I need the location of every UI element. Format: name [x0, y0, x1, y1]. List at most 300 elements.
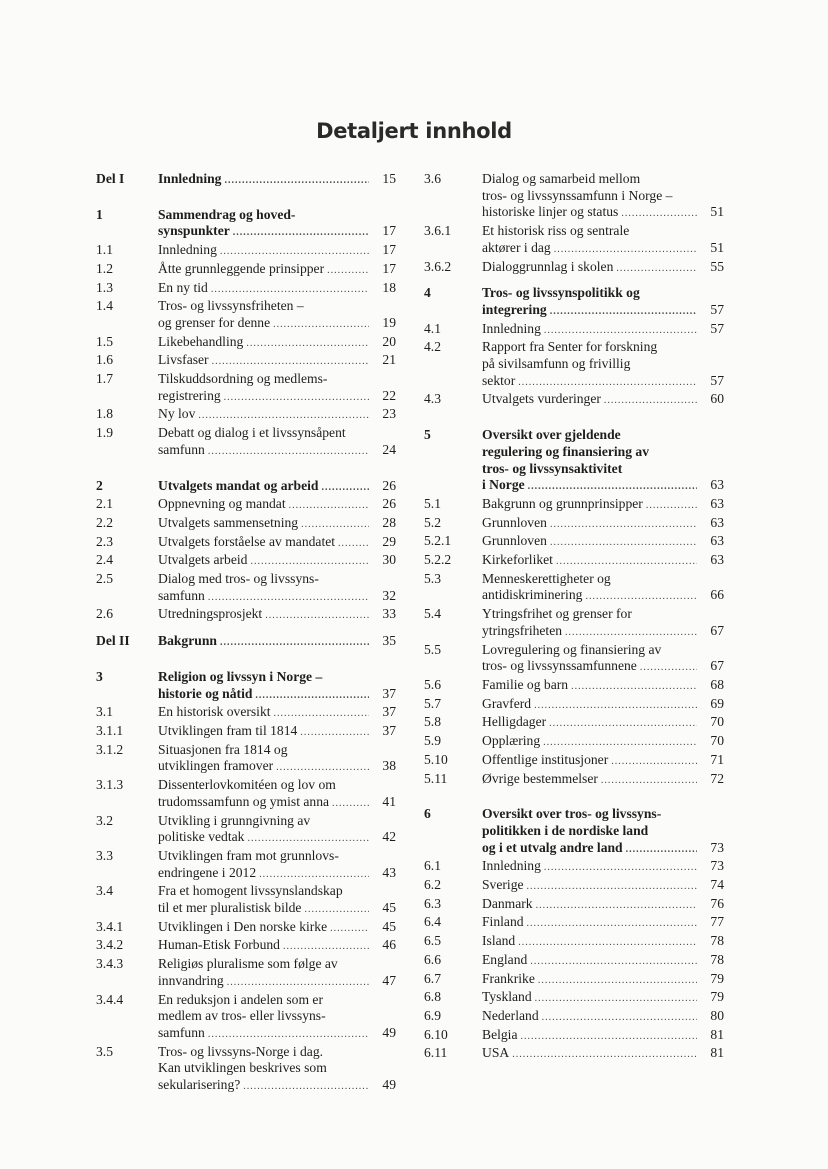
dot-leader: [518, 375, 697, 392]
toc-entry-title: Situasjonen fra 1814 og utviklingen framover ..... 38: [158, 742, 396, 777]
toc-entry-title: En ny tid ..... 18: [158, 280, 396, 299]
toc-entry-title: Innledning ..... 57: [482, 321, 724, 340]
dot-leader: [301, 517, 369, 534]
dot-leader: [273, 317, 369, 334]
toc-entry-page: 71: [710, 751, 724, 767]
dot-leader: [538, 973, 697, 990]
toc-entry[interactable]: [96, 171, 396, 190]
toc-entry-title: Likebehandling ..... 20: [158, 334, 396, 353]
toc-entry-page: 57: [710, 320, 724, 336]
toc-entry-title: Utvalgets arbeid ..... 30: [158, 552, 396, 571]
toc-entry-page: 73: [710, 858, 724, 874]
toc-entry-page: 35: [382, 633, 396, 649]
toc-entry-number: 5.3: [424, 570, 441, 586]
dot-leader: [543, 735, 697, 752]
toc-spacer: [96, 190, 396, 207]
dot-leader: [332, 796, 369, 813]
toc-entry-page: 70: [710, 714, 724, 730]
toc-entry-page: 57: [710, 372, 724, 388]
dot-leader: [518, 935, 697, 952]
toc-entry-title: Grunnloven ..... 63: [482, 533, 724, 552]
toc-entry-page: 22: [382, 387, 396, 403]
toc-entry-page: 46: [382, 937, 396, 953]
toc-entry-title: Dialoggrunnlag i skolen ..... 55: [482, 259, 724, 278]
toc-entry[interactable]: [424, 933, 724, 952]
toc-entry-page: 73: [710, 839, 724, 855]
toc-entry-number: 4.3: [424, 391, 441, 407]
dot-leader: [198, 408, 369, 425]
toc-entry-number: 3.1: [96, 704, 113, 720]
toc-entry-title: Utvalgets forståelse av mandatet ..... 29: [158, 534, 396, 553]
toc-entry[interactable]: [424, 1045, 724, 1064]
dot-leader: [550, 304, 697, 321]
dot-leader: [211, 282, 369, 299]
dot-leader: [536, 898, 697, 915]
dot-leader: [544, 323, 697, 340]
toc-entry-title: Tros- og livssynsfriheten – og grenser for denne ..... 19: [158, 298, 396, 333]
dot-leader: [208, 590, 369, 607]
toc-entry-number: 3.1.3: [96, 777, 124, 793]
toc-entry-page: 17: [382, 260, 396, 276]
toc-entry-number: 5.8: [424, 714, 441, 730]
toc-entry[interactable]: [424, 552, 724, 571]
toc-entry-number: 3.6: [424, 171, 441, 186]
toc-entry-title: Utvalgets vurderinger ..... 60: [482, 391, 724, 410]
toc-entry-number: 5.10: [424, 751, 448, 767]
toc-entry[interactable]: [424, 733, 724, 752]
dot-leader: [565, 625, 697, 642]
toc-entry-title: Nederland ..... 80: [482, 1008, 724, 1027]
dot-leader: [585, 589, 697, 606]
toc-entry-page: 57: [710, 301, 724, 317]
toc-entry[interactable]: [96, 956, 396, 991]
toc-entry-title: Dialog med tros- og livssyns- samfunn ..... 32: [158, 571, 396, 606]
toc-entry-page: 43: [382, 864, 396, 880]
toc-entry-number: 6.11: [424, 1045, 448, 1061]
dot-leader: [247, 831, 369, 848]
toc-entry-number: 6.4: [424, 914, 441, 930]
toc-entry-page: 37: [382, 704, 396, 720]
toc-column-left: [96, 171, 396, 1096]
toc-entry-title: Utviklingen i Den norske kirke ..... 45: [158, 919, 396, 938]
toc-entry-page: 37: [382, 722, 396, 738]
toc-entry-title: Offentlige institusjoner ..... 71: [482, 752, 724, 771]
dot-leader: [208, 1027, 369, 1044]
toc-entry[interactable]: [424, 1027, 724, 1046]
toc-entry-title: Ny lov ..... 23: [158, 406, 396, 425]
dot-leader: [611, 754, 697, 771]
toc-entry-title: Debatt og dialog i et livssynsåpent samfunn ..... 24: [158, 425, 396, 460]
toc-entry[interactable]: [96, 496, 396, 515]
dot-leader: [621, 206, 697, 223]
toc-entry-title: Bakgrunn og grunnprinsipper ..... 63: [482, 496, 724, 515]
toc-entry-number: 6.5: [424, 933, 441, 949]
toc-entry[interactable]: [424, 533, 724, 552]
toc-entry[interactable]: [424, 952, 724, 971]
dot-leader: [556, 554, 697, 571]
dot-leader: [521, 1029, 698, 1046]
toc-entry-page: 17: [382, 242, 396, 258]
toc-entry-page: 29: [382, 533, 396, 549]
toc-entry-page: 66: [710, 587, 724, 603]
toc-entry-page: 23: [382, 406, 396, 422]
toc-entry-title: Menneskerettigheter og antidiskriminering ..... 66: [482, 571, 724, 606]
toc-entry-title: Dialog og samarbeid mellom tros- og livssynssamfunn i Norge – historiske linjer og status ..... 51: [482, 171, 724, 223]
toc-entry-page: 60: [710, 391, 724, 407]
toc-entry[interactable]: [96, 848, 396, 883]
toc-entry[interactable]: [96, 1044, 396, 1096]
toc-entry-page: 78: [710, 933, 724, 949]
toc-entry-number: 1.1: [96, 242, 113, 258]
dot-leader: [544, 860, 697, 877]
dot-leader: [304, 902, 369, 919]
dot-leader: [528, 479, 697, 496]
toc-entry-page: 74: [710, 877, 724, 893]
toc-entry-page: 77: [710, 914, 724, 930]
toc-spacer: [96, 652, 396, 669]
toc-entry-number: 2.6: [96, 606, 113, 622]
toc-entry-number: 1.8: [96, 406, 113, 422]
toc-entry-title: Et historisk riss og sentrale aktører i dag ..... 51: [482, 223, 724, 258]
toc-entry[interactable]: [96, 298, 396, 333]
toc-entry-page: 72: [710, 770, 724, 786]
toc-entry-title: Dissenterlovkomitéen og lov om trudomssamfunn og ymist anna ..... 41: [158, 777, 396, 812]
toc-entry-title: Religiøs pluralisme som følge av innvandring ..... 47: [158, 956, 396, 991]
toc-entry-title: Religion og livssyn i Norge – historie og nåtid ..... 37: [158, 669, 396, 704]
toc-entry-page: 37: [382, 685, 396, 701]
toc-entry-number: 5.2: [424, 514, 441, 530]
toc-entry[interactable]: [424, 171, 724, 223]
toc-entry-number: 3.5: [96, 1043, 113, 1059]
toc-entry-number: 5.2.2: [424, 552, 452, 568]
toc-entry-page: 80: [710, 1007, 724, 1023]
toc-entry[interactable]: [96, 478, 396, 497]
toc-entry-title: USA ..... 81: [482, 1045, 724, 1064]
toc-entry-page: 49: [382, 1024, 396, 1040]
toc-entry-number: 2.5: [96, 571, 113, 587]
dot-leader: [338, 536, 369, 553]
dot-leader: [300, 725, 369, 742]
toc-entry-number: 1.2: [96, 260, 113, 276]
toc-entry-title: Finland ..... 77: [482, 914, 724, 933]
toc-entry-page: 38: [382, 758, 396, 774]
toc-entry-title: Tros- og livssyns-Norge i dag. Kan utviklingen beskrives som sekularisering? ..... 49: [158, 1044, 396, 1096]
toc-entry[interactable]: [96, 742, 396, 777]
toc-entry-title: En historisk oversikt ..... 37: [158, 704, 396, 723]
toc-entry-title: England ..... 78: [482, 952, 724, 971]
toc-entry-number: 2: [96, 477, 103, 493]
toc-entry[interactable]: [96, 883, 396, 918]
toc-entry-number: 2.4: [96, 552, 113, 568]
toc-entry[interactable]: [424, 677, 724, 696]
toc-entry-number: 3.1.1: [96, 722, 124, 738]
toc-entry-page: 63: [710, 477, 724, 493]
toc-entry-page: 63: [710, 533, 724, 549]
toc-entry[interactable]: [424, 259, 724, 278]
dot-leader: [550, 535, 697, 552]
toc-entry-title: Belgia ..... 81: [482, 1027, 724, 1046]
toc-entry[interactable]: [424, 1008, 724, 1027]
toc-entry[interactable]: [424, 339, 724, 391]
toc-entry-title: Livsfaser ..... 21: [158, 352, 396, 371]
toc-entry-title: Utviklingen fram til 1814 ..... 37: [158, 723, 396, 742]
toc-entry[interactable]: [96, 606, 396, 625]
toc-entry-title: Utredningsprosjekt ..... 33: [158, 606, 396, 625]
dot-leader: [276, 760, 369, 777]
toc-entry-number: 6: [424, 806, 431, 822]
toc-entry[interactable]: [96, 534, 396, 553]
toc-entry[interactable]: [96, 633, 396, 652]
toc-entry-page: 63: [710, 495, 724, 511]
toc-entry[interactable]: [424, 285, 724, 320]
toc-entry[interactable]: [424, 896, 724, 915]
toc-entry[interactable]: [424, 771, 724, 790]
toc-entry-number: 6.7: [424, 970, 441, 986]
dot-leader: [549, 716, 697, 733]
toc-entry[interactable]: [96, 777, 396, 812]
toc-entry-number: 1.4: [96, 298, 113, 314]
dot-leader: [535, 991, 697, 1008]
toc-entry-number: Del II: [96, 633, 130, 649]
toc-entry-title: Human-Etisk Forbund ..... 46: [158, 937, 396, 956]
toc-entry-title: Island ..... 78: [482, 933, 724, 952]
toc-entry-title: Grunnloven ..... 63: [482, 515, 724, 534]
toc-entry-title: Sverige ..... 74: [482, 877, 724, 896]
toc-entry[interactable]: [96, 704, 396, 723]
dot-leader: [224, 390, 369, 407]
toc-entry[interactable]: [96, 515, 396, 534]
toc-entry-title: Oversikt over gjeldende regulering og finansiering av tros- og livssynsaktivitet i Norge ..... 63: [482, 427, 724, 496]
toc-entry-number: 1: [96, 206, 103, 222]
toc-entry-title: Sammendrag og hoved- synspunkter ..... 17: [158, 207, 396, 242]
toc-entry-page: 51: [710, 204, 724, 220]
toc-entry[interactable]: [424, 496, 724, 515]
toc-entry[interactable]: [424, 391, 724, 410]
toc-entry-title: Helligdager ..... 70: [482, 714, 724, 733]
toc-entry-page: 26: [382, 496, 396, 512]
toc-entry-title: Oppnevning og mandat ..... 26: [158, 496, 396, 515]
toc-entry-page: 21: [382, 352, 396, 368]
toc-entry-page: 49: [382, 1077, 396, 1093]
toc-entry-number: 3.6.1: [424, 223, 452, 239]
dot-leader: [327, 263, 369, 280]
toc-entry-number: 2.1: [96, 496, 113, 512]
toc-entry[interactable]: [96, 352, 396, 371]
toc-entry-number: 4.2: [424, 339, 441, 355]
toc-entry-title: Gravferd ..... 69: [482, 696, 724, 715]
toc-entry-number: 2.2: [96, 514, 113, 530]
toc-entry-page: 18: [382, 279, 396, 295]
dot-leader: [243, 1079, 369, 1096]
toc-entry[interactable]: [96, 242, 396, 261]
toc-entry-number: 6.6: [424, 951, 441, 967]
toc-entry-number: 6.1: [424, 858, 441, 874]
dot-leader: [250, 554, 369, 571]
toc-entry-page: 76: [710, 895, 724, 911]
toc-entry-page: 24: [382, 441, 396, 457]
toc-entry[interactable]: [96, 552, 396, 571]
toc-entry-title: Utviklingen fram mot grunnlovs- endringene i 2012 ..... 43: [158, 848, 396, 883]
toc-entry[interactable]: [96, 207, 396, 242]
toc-entry-title: Fra et homogent livssynslandskap til et mer pluralistisk bilde ..... 45: [158, 883, 396, 918]
toc-entry-page: 26: [382, 477, 396, 493]
toc-entry[interactable]: [96, 425, 396, 460]
toc-entry-title: Innledning ..... 17: [158, 242, 396, 261]
toc-entry-number: 3.6.2: [424, 258, 452, 274]
toc-entry[interactable]: [96, 919, 396, 938]
toc-column-right: [424, 171, 724, 1064]
toc-entry[interactable]: [96, 571, 396, 606]
dot-leader: [604, 393, 697, 410]
toc-entry-page: 63: [710, 514, 724, 530]
dot-leader: [233, 225, 369, 242]
toc-entry-number: 3.4.3: [96, 956, 124, 972]
toc-entry[interactable]: [424, 989, 724, 1008]
toc-entry-title: Rapport fra Senter for forskning på sivilsamfunn og frivillig sektor ..... 57: [482, 339, 724, 391]
dot-leader: [530, 954, 697, 971]
toc-entry-page: 41: [382, 793, 396, 809]
toc-spacer: [96, 625, 396, 633]
toc-entry-number: 6.9: [424, 1007, 441, 1023]
toc-entry-page: 79: [710, 970, 724, 986]
toc-entry[interactable]: [424, 321, 724, 340]
toc-entry-page: 67: [710, 658, 724, 674]
toc-entry-page: 20: [382, 333, 396, 349]
dot-leader: [646, 498, 697, 515]
toc-entry-number: 3.1.2: [96, 741, 124, 757]
toc-entry[interactable]: [424, 571, 724, 606]
toc-entry-page: 45: [382, 918, 396, 934]
dot-leader: [554, 242, 697, 259]
dot-leader: [571, 679, 697, 696]
toc-entry-page: 79: [710, 989, 724, 1005]
toc-entry[interactable]: [96, 992, 396, 1044]
dot-leader: [550, 517, 697, 534]
toc-entry-number: 3.4.4: [96, 991, 124, 1007]
toc-entry[interactable]: [96, 937, 396, 956]
toc-entry-page: 42: [382, 829, 396, 845]
toc-entry[interactable]: [424, 642, 724, 677]
toc-entry-number: 6.8: [424, 989, 441, 1005]
toc-entry-number: 6.10: [424, 1026, 448, 1042]
toc-entry-title: Bakgrunn ..... 35: [158, 633, 396, 652]
toc-entry-page: 55: [710, 258, 724, 274]
toc-entry[interactable]: [424, 877, 724, 896]
toc-entry-title: Øvrige bestemmelser ..... 72: [482, 771, 724, 790]
toc-entry[interactable]: [424, 606, 724, 641]
toc-entry[interactable]: [96, 813, 396, 848]
dot-leader: [512, 1047, 697, 1064]
toc-entry-title: Åtte grunnleggende prinsipper ..... 17: [158, 261, 396, 280]
dot-leader: [212, 354, 369, 371]
dot-leader: [259, 867, 369, 884]
toc-entry-number: 5.1: [424, 495, 441, 511]
toc-entry[interactable]: [96, 334, 396, 353]
toc-entry-number: 5.4: [424, 606, 441, 622]
toc-entry[interactable]: [424, 806, 724, 858]
toc-entry-page: 81: [710, 1026, 724, 1042]
toc-entry-page: 28: [382, 514, 396, 530]
toc-entry-number: 1.6: [96, 352, 113, 368]
toc-entry-page: 81: [710, 1045, 724, 1061]
toc-entry-number: 3.3: [96, 847, 113, 863]
dot-leader: [640, 660, 697, 677]
toc-entry-page: 30: [382, 552, 396, 568]
toc-entry[interactable]: [96, 406, 396, 425]
dot-leader: [534, 698, 697, 715]
toc-entry-number: 1.9: [96, 425, 113, 441]
toc-entry-page: 19: [382, 314, 396, 330]
dot-leader: [289, 498, 369, 515]
toc-entry[interactable]: [424, 427, 724, 496]
toc-entry-title: Utvikling i grunngivning av politiske vedtak ..... 42: [158, 813, 396, 848]
toc-entry-number: 1.7: [96, 371, 113, 387]
toc-entry[interactable]: [424, 858, 724, 877]
toc-entry-number: 4.1: [424, 320, 441, 336]
toc-entry[interactable]: [424, 515, 724, 534]
dot-leader: [601, 773, 697, 790]
toc-entry-page: 69: [710, 695, 724, 711]
dot-leader: [527, 879, 697, 896]
toc-entry[interactable]: [424, 696, 724, 715]
toc-entry-title: Danmark ..... 76: [482, 896, 724, 915]
toc-entry-number: 3.4: [96, 883, 113, 899]
toc-entry-page: 17: [382, 223, 396, 239]
toc-entry[interactable]: [424, 752, 724, 771]
dot-leader: [220, 635, 369, 652]
toc-spacer: [424, 789, 724, 806]
dot-leader: [224, 173, 369, 190]
toc-entry[interactable]: [96, 723, 396, 742]
toc-entry-page: 33: [382, 606, 396, 622]
toc-entry-page: 70: [710, 733, 724, 749]
toc-entry-page: 45: [382, 900, 396, 916]
toc-entry-page: 51: [710, 239, 724, 255]
dot-leader: [527, 916, 697, 933]
toc-entry[interactable]: [96, 261, 396, 280]
toc-entry-number: 5.11: [424, 770, 448, 786]
toc-entry-page: 67: [710, 622, 724, 638]
toc-spacer: [96, 461, 396, 478]
dot-leader: [330, 921, 369, 938]
toc-entry[interactable]: [424, 223, 724, 258]
toc-entry[interactable]: [424, 914, 724, 933]
toc-entry-title: Utvalgets sammensetning ..... 28: [158, 515, 396, 534]
toc-entry-title: Innledning ..... 15: [158, 171, 396, 190]
toc-entry-page: 63: [710, 552, 724, 568]
toc-entry-title: Tros- og livssynspolitikk og integrering ..... 57: [482, 285, 724, 320]
dot-leader: [274, 706, 369, 723]
toc-entry[interactable]: [96, 669, 396, 704]
toc-entry[interactable]: [96, 371, 396, 406]
toc-entry-title: Oversikt over tros- og livssyns- politikken i de nordiske land og i et utvalg andre land ..... 73: [482, 806, 724, 858]
toc-entry-page: 68: [710, 676, 724, 692]
toc-entry[interactable]: [96, 280, 396, 299]
toc-entry-title: Kirkeforliket ..... 63: [482, 552, 724, 571]
toc-entry-number: 1.3: [96, 279, 113, 295]
toc-entry[interactable]: [424, 714, 724, 733]
toc-entry-number: 3.4.1: [96, 918, 124, 934]
toc-entry-page: 32: [382, 587, 396, 603]
toc-spacer: [424, 277, 724, 285]
toc-entry-page: 78: [710, 951, 724, 967]
toc-entry-number: 3: [96, 668, 103, 684]
dot-leader: [265, 608, 369, 625]
toc-entry-number: 5.9: [424, 733, 441, 749]
toc-entry[interactable]: [424, 971, 724, 990]
toc-entry-number: 2.3: [96, 533, 113, 549]
dot-leader: [626, 842, 697, 859]
